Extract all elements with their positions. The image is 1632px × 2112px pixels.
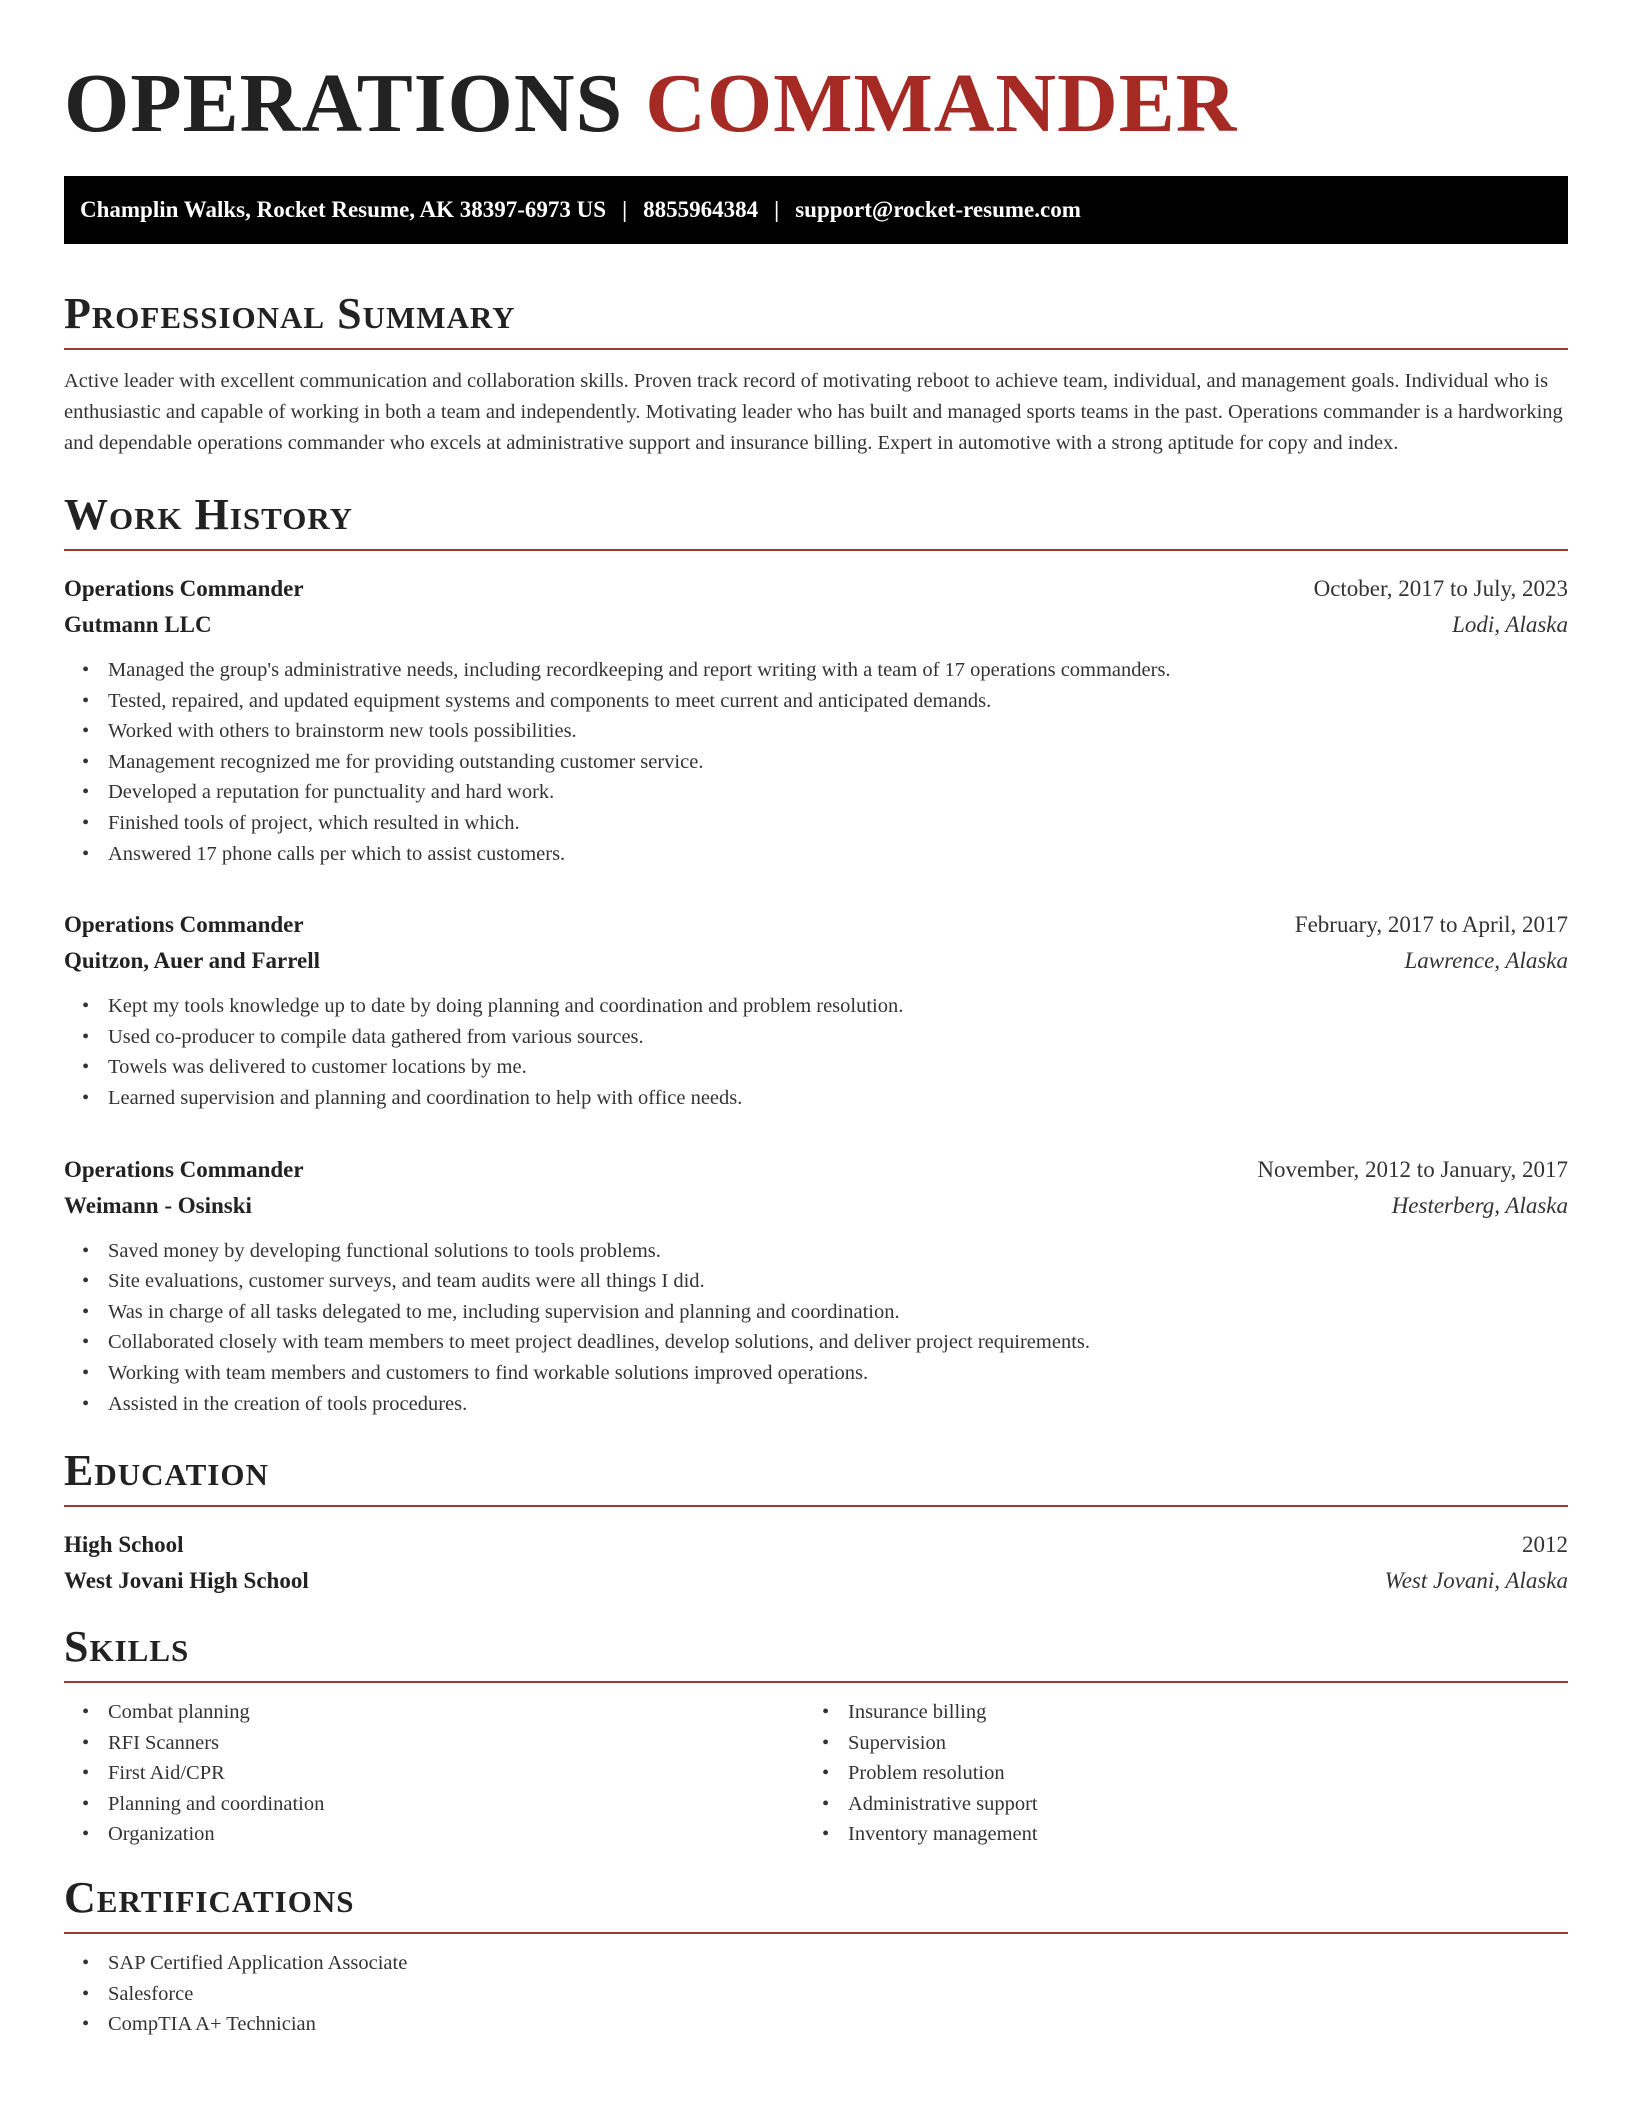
job-dates: October, 2017 to July, 2023	[1313, 576, 1568, 601]
skill-item: • Inventory management	[848, 1819, 1544, 1850]
job-bullet: • Learned supervision and planning and coordination to help with office needs.	[108, 1083, 1568, 1114]
job-role: Operations Commander	[64, 912, 304, 938]
job-bullet: • Finished tools of project, which resulted in which.	[108, 808, 1568, 839]
job-location: Lodi, Alaska	[1452, 612, 1568, 637]
name-first: OPERATIONS	[64, 57, 624, 150]
job-bullets	[64, 1236, 1568, 1420]
skill-item: • First Aid/CPR	[108, 1758, 804, 1789]
job-bullet: • Kept my tools knowledge up to date by doing planning and coordination and problem resolution.	[108, 991, 1568, 1022]
certification-item: • SAP Certified Application Associate	[108, 1948, 1568, 1979]
contact-separator: |	[622, 197, 628, 222]
section-title-summary: Professional Summary	[64, 292, 1568, 350]
summary-text: Active leader with excellent communication and collaboration skills. Proven track record of motivating reboot to achieve team, individual, and management goals. Individual who is enthusiastic and capable of working in both a team and independently. Motivating leader who has built and managed sports teams in the past. Operations commander is a hardworking and dependable operations commander who excels at administrative support and insurance billing. Expert in automotive with a strong aptitude for copy and index.	[64, 370, 1563, 454]
job-bullet: • Working with team members and customers to find workable solutions improved operations.	[108, 1358, 1568, 1389]
job-bullet: • Was in charge of all tasks delegated to me, including supervision and planning and coordination.	[108, 1297, 1568, 1328]
section-title-education: Education	[64, 1449, 1568, 1507]
job-dates: November, 2012 to January, 2017	[1257, 1156, 1568, 1182]
summary-section	[64, 289, 1568, 459]
education-school: West Jovani High School	[64, 1568, 309, 1594]
job-list	[64, 571, 1568, 1419]
skill-item: • Supervision	[848, 1728, 1544, 1759]
skills-section	[64, 1622, 1568, 1850]
job-company: Quitzon, Auer and Farrell	[64, 948, 320, 974]
certification-list	[64, 1948, 1568, 2040]
contact-phone[interactable]: 8855964384	[643, 197, 759, 222]
skill-item: • Problem resolution	[848, 1758, 1544, 1789]
job-bullet: • Site evaluations, customer surveys, and team audits were all things I did.	[108, 1266, 1568, 1297]
job-bullets	[64, 991, 1568, 1113]
section-title-skills: Skills	[64, 1625, 1568, 1683]
job-bullet: • Worked with others to brainstorm new tools possibilities.	[108, 716, 1568, 747]
job-bullet: • Saved money by developing functional solutions to tools problems.	[108, 1236, 1568, 1267]
job-bullet: • Collaborated closely with team members to meet project deadlines, develop solutions, and deliver project requirements.	[108, 1327, 1568, 1358]
section-title-certifications: Certifications	[64, 1876, 1568, 1934]
candidate-name	[64, 0, 1568, 152]
job-company: Gutmann LLC	[64, 612, 212, 637]
contact-separator: |	[774, 197, 780, 222]
skills-columns	[64, 1697, 1568, 1850]
job-bullets	[64, 655, 1568, 869]
job-bullet: • Management recognized me for providing outstanding customer service.	[108, 747, 1568, 778]
education-location: West Jovani, Alaska	[1384, 1568, 1568, 1594]
education-entry	[64, 1527, 1568, 1599]
skills-column-right	[804, 1697, 1544, 1850]
job-bullet: • Assisted in the creation of tools procedures.	[108, 1389, 1568, 1420]
education-section	[64, 1446, 1568, 1599]
job-location: Hesterberg, Alaska	[1391, 1192, 1568, 1218]
job-location: Lawrence, Alaska	[1404, 948, 1568, 974]
job-company: Weimann - Osinski	[64, 1192, 252, 1218]
job-bullet: • Tested, repaired, and updated equipment systems and components to meet current and anticipated demands.	[108, 686, 1568, 717]
contact-email[interactable]: support@rocket-resume.com	[795, 197, 1081, 222]
job-bullet: • Managed the group's administrative needs, including recordkeeping and report writing with a team of 17 operations commanders.	[108, 655, 1568, 686]
education-year: 2012	[1522, 1532, 1568, 1558]
certification-item: • CompTIA A+ Technician	[108, 2009, 1568, 2040]
skill-item: • Organization	[108, 1819, 804, 1850]
contact-address: Champlin Walks, Rocket Resume, AK 38397-6973 US	[80, 197, 607, 222]
skill-item: • Planning and coordination	[108, 1789, 804, 1820]
job-bullet: • Towels was delivered to customer locations by me.	[108, 1052, 1568, 1083]
name-last: COMMANDER	[645, 57, 1238, 150]
certification-item: • Salesforce	[108, 1979, 1568, 2010]
job-bullet: • Answered 17 phone calls per which to assist customers.	[108, 839, 1568, 870]
contact-bar	[64, 176, 1568, 244]
job-role: Operations Commander	[64, 1156, 304, 1182]
job-entry	[64, 1152, 1568, 1420]
job-bullet: • Used co-producer to compile data gathered from various sources.	[108, 1022, 1568, 1053]
education-degree: High School	[64, 1532, 184, 1558]
skill-item: • Insurance billing	[848, 1697, 1544, 1728]
skills-column-left	[64, 1697, 804, 1850]
job-dates: February, 2017 to April, 2017	[1294, 912, 1568, 938]
work-history-section	[64, 490, 1568, 1419]
job-role: Operations Commander	[64, 576, 304, 601]
job-entry	[64, 571, 1568, 869]
skill-item: • RFI Scanners	[108, 1728, 804, 1759]
job-bullet: • Developed a reputation for punctuality and hard work.	[108, 777, 1568, 808]
job-entry	[64, 907, 1568, 1113]
certifications-section	[64, 1873, 1568, 2040]
section-title-work-history: Work History	[64, 493, 1568, 551]
skill-item: • Administrative support	[848, 1789, 1544, 1820]
skill-item: • Combat planning	[108, 1697, 804, 1728]
